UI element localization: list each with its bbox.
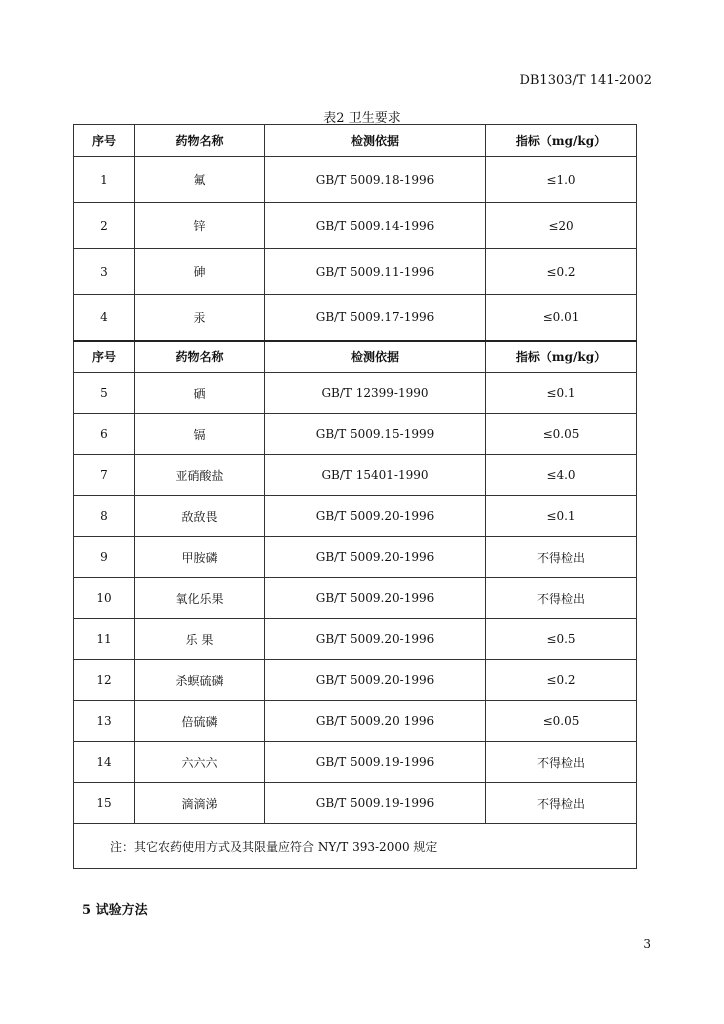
name-cell: 氟: [135, 157, 265, 203]
column-header-method: 检测依据: [265, 341, 486, 373]
table-caption: 表2 卫生要求: [323, 111, 401, 126]
table-row: [74, 783, 637, 824]
method-cell: GB/T 5009.15-1999: [265, 414, 486, 455]
page-number: 3: [643, 937, 651, 951]
name-cell: 汞: [135, 295, 265, 341]
serial-cell: 4: [74, 295, 135, 341]
table-row: [74, 157, 637, 203]
method-cell: GB/T 5009.20-1996: [265, 619, 486, 660]
limit-cell: ≤0.5: [486, 619, 637, 660]
method-cell: GB/T 12399-1990: [265, 373, 486, 414]
method-cell: GB/T 15401-1990: [265, 455, 486, 496]
name-cell: 甲胺磷: [135, 537, 265, 578]
name-cell: 硒: [135, 373, 265, 414]
name-cell: 镉: [135, 414, 265, 455]
name-cell: 敌敌畏: [135, 496, 265, 537]
table-note: 注：其它农药使用方式及其限量应符合 NY/T 393-2000 规定: [74, 824, 637, 869]
limit-cell: 不得检出: [486, 578, 637, 619]
serial-cell: 8: [74, 496, 135, 537]
table-row: [74, 203, 637, 249]
table-note-row: [74, 824, 637, 869]
column-header-serial: 序号: [74, 341, 135, 373]
serial-cell: 9: [74, 537, 135, 578]
method-cell: GB/T 5009.20-1996: [265, 496, 486, 537]
limit-cell: ≤0.2: [486, 660, 637, 701]
name-cell: 滴滴涕: [135, 783, 265, 824]
column-header-limit: 指标（mg/kg）: [486, 125, 637, 157]
table-row: [74, 537, 637, 578]
name-cell: 倍硫磷: [135, 701, 265, 742]
document-id: DB1303/T 141-2002: [519, 73, 652, 88]
limit-cell: ≤4.0: [486, 455, 637, 496]
serial-cell: 3: [74, 249, 135, 295]
limit-cell: ≤0.1: [486, 373, 637, 414]
table-row: [74, 701, 637, 742]
limit-cell: ≤0.05: [486, 414, 637, 455]
name-cell: 六六六: [135, 742, 265, 783]
limit-cell: ≤0.05: [486, 701, 637, 742]
serial-cell: 6: [74, 414, 135, 455]
method-cell: GB/T 5009.20-1996: [265, 578, 486, 619]
limit-cell: 不得检出: [486, 783, 637, 824]
serial-cell: 10: [74, 578, 135, 619]
method-cell: GB/T 5009.19-1996: [265, 783, 486, 824]
serial-cell: 7: [74, 455, 135, 496]
method-cell: GB/T 5009.20-1996: [265, 537, 486, 578]
method-cell: GB/T 5009.20-1996: [265, 660, 486, 701]
table-row: [74, 414, 637, 455]
column-header-limit: 指标（mg/kg）: [486, 341, 637, 373]
column-header-name: 药物名称: [135, 125, 265, 157]
serial-cell: 14: [74, 742, 135, 783]
limit-cell: ≤0.01: [486, 295, 637, 341]
name-cell: 亚硝酸盐: [135, 455, 265, 496]
method-cell: GB/T 5009.14-1996: [265, 203, 486, 249]
limit-cell: ≤1.0: [486, 157, 637, 203]
method-cell: GB/T 5009.20 1996: [265, 701, 486, 742]
limit-cell: ≤0.2: [486, 249, 637, 295]
table-row: [74, 295, 637, 341]
table-row: [74, 742, 637, 783]
name-cell: 氧化乐果: [135, 578, 265, 619]
hygiene-requirements-table: [73, 124, 637, 869]
table-row: [74, 660, 637, 701]
section-heading: 5 试验方法: [82, 903, 148, 918]
table-row: [74, 455, 637, 496]
name-cell: 杀螟硫磷: [135, 660, 265, 701]
serial-cell: 12: [74, 660, 135, 701]
column-header-serial: 序号: [74, 125, 135, 157]
serial-cell: 2: [74, 203, 135, 249]
limit-cell: 不得检出: [486, 742, 637, 783]
name-cell: 锌: [135, 203, 265, 249]
name-cell: 砷: [135, 249, 265, 295]
serial-cell: 15: [74, 783, 135, 824]
limit-cell: 不得检出: [486, 537, 637, 578]
serial-cell: 5: [74, 373, 135, 414]
name-cell: 乐 果: [135, 619, 265, 660]
serial-cell: 11: [74, 619, 135, 660]
table-row: [74, 249, 637, 295]
table-row: [74, 373, 637, 414]
limit-cell: ≤0.1: [486, 496, 637, 537]
table-row: [74, 578, 637, 619]
column-header-name: 药物名称: [135, 341, 265, 373]
table-header-row: [74, 125, 637, 157]
method-cell: GB/T 5009.19-1996: [265, 742, 486, 783]
method-cell: GB/T 5009.17-1996: [265, 295, 486, 341]
method-cell: GB/T 5009.18-1996: [265, 157, 486, 203]
table-row: [74, 619, 637, 660]
serial-cell: 1: [74, 157, 135, 203]
serial-cell: 13: [74, 701, 135, 742]
method-cell: GB/T 5009.11-1996: [265, 249, 486, 295]
limit-cell: ≤20: [486, 203, 637, 249]
table-row: [74, 496, 637, 537]
column-header-method: 检测依据: [265, 125, 486, 157]
table-header-row-repeat: [74, 341, 637, 373]
